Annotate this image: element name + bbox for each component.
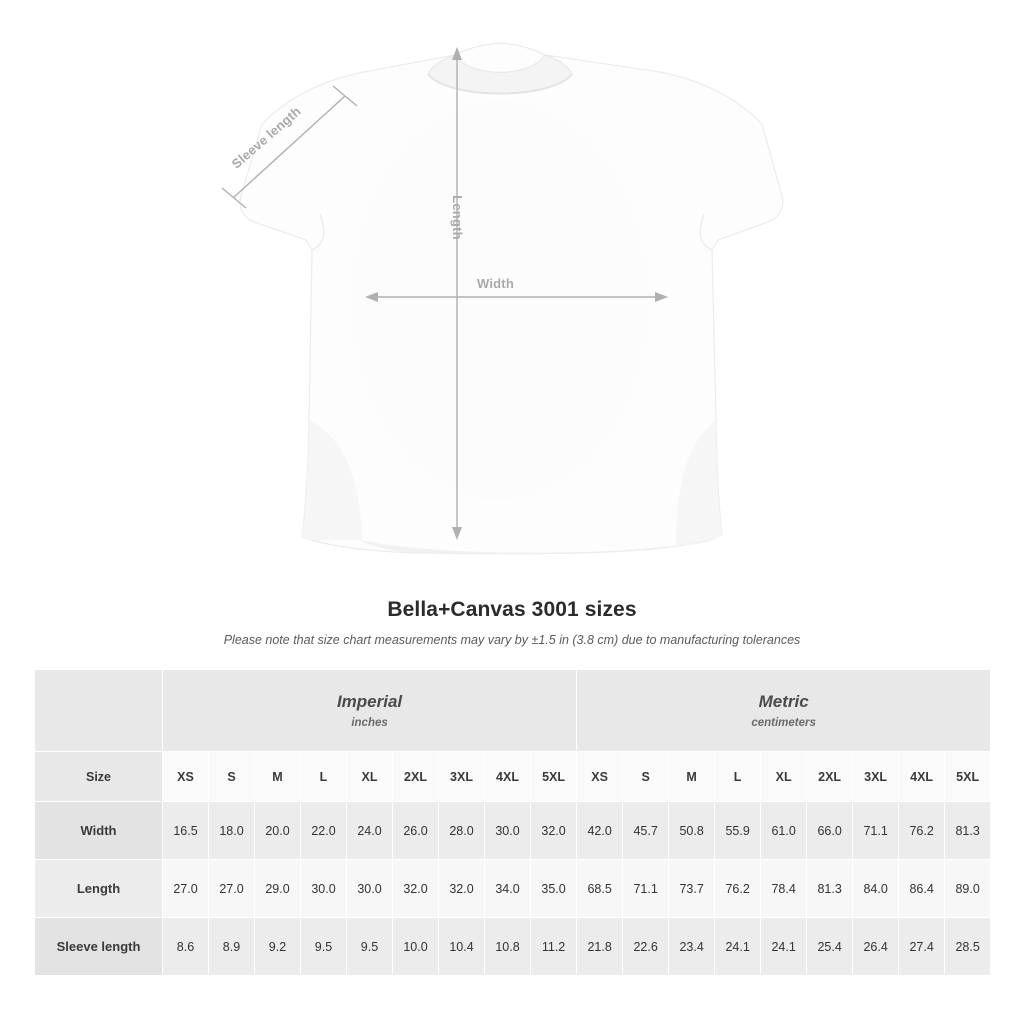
unit-header-imperial	[163, 670, 577, 752]
width-label: Width	[477, 276, 514, 291]
size-column-header: 5XL	[945, 752, 991, 802]
measurement-value: 86.4	[899, 860, 945, 918]
size-column-header: XS	[577, 752, 623, 802]
measurement-value: 24.1	[715, 918, 761, 976]
measurement-value: 81.3	[807, 860, 853, 918]
size-column-header: M	[255, 752, 301, 802]
measurement-value: 18.0	[209, 802, 255, 860]
measurement-value: 10.4	[439, 918, 485, 976]
unit-header-row	[35, 670, 991, 752]
measurement-value: 27.4	[899, 918, 945, 976]
measurement-value: 32.0	[439, 860, 485, 918]
measurement-label: Sleeve length	[35, 918, 163, 976]
table-row	[35, 860, 991, 918]
measurement-value: 30.0	[485, 802, 531, 860]
measurement-value: 32.0	[393, 860, 439, 918]
size-column-header: XS	[163, 752, 209, 802]
measurement-value: 27.0	[163, 860, 209, 918]
size-header-row	[35, 752, 991, 802]
size-column-header: 3XL	[853, 752, 899, 802]
measurement-value: 22.0	[301, 802, 347, 860]
size-column-header: XL	[347, 752, 393, 802]
measurement-value: 10.0	[393, 918, 439, 976]
measurement-value: 55.9	[715, 802, 761, 860]
table-row	[35, 918, 991, 976]
measurement-value: 34.0	[485, 860, 531, 918]
size-chart-table	[34, 669, 991, 976]
measurement-value: 66.0	[807, 802, 853, 860]
size-column-header: 4XL	[485, 752, 531, 802]
measurement-value: 28.5	[945, 918, 991, 976]
measurement-value: 24.1	[761, 918, 807, 976]
page-title: Bella+Canvas 3001 sizes	[387, 598, 637, 621]
measurement-value: 26.4	[853, 918, 899, 976]
size-column-header: L	[715, 752, 761, 802]
measurement-value: 23.4	[669, 918, 715, 976]
measurement-value: 76.2	[899, 802, 945, 860]
unit-header-metric	[577, 670, 991, 752]
measurement-value: 21.8	[577, 918, 623, 976]
measurement-value: 89.0	[945, 860, 991, 918]
measurement-value: 71.1	[623, 860, 669, 918]
size-column-header: 2XL	[807, 752, 853, 802]
measurement-value: 9.5	[301, 918, 347, 976]
measurement-value: 71.1	[853, 802, 899, 860]
measurement-value: 16.5	[163, 802, 209, 860]
size-column-header: S	[209, 752, 255, 802]
measurement-value: 29.0	[255, 860, 301, 918]
title-block	[0, 598, 1024, 647]
corner-cell	[35, 670, 163, 752]
measurement-label: Length	[35, 860, 163, 918]
sleeve-length-label: Sleeve length	[228, 103, 304, 172]
measurement-value: 26.0	[393, 802, 439, 860]
unit-sub: centimeters	[751, 717, 816, 729]
tolerance-note: Please note that size chart measurements may vary by ±1.5 in (3.8 cm) due to manufacturing tolerances	[223, 633, 801, 647]
measurement-value: 25.4	[807, 918, 853, 976]
measurement-value: 9.2	[255, 918, 301, 976]
measurement-value: 11.2	[531, 918, 577, 976]
tshirt-shape	[240, 43, 783, 554]
size-column-header: L	[301, 752, 347, 802]
measurement-label: Width	[35, 802, 163, 860]
size-table-body	[35, 802, 991, 976]
measurement-value: 22.6	[623, 918, 669, 976]
measurement-value: 20.0	[255, 802, 301, 860]
measurement-value: 76.2	[715, 860, 761, 918]
size-column-header: S	[623, 752, 669, 802]
measurement-value: 61.0	[761, 802, 807, 860]
measurement-value: 9.5	[347, 918, 393, 976]
size-column-header: 5XL	[531, 752, 577, 802]
measurement-value: 35.0	[531, 860, 577, 918]
measurement-value: 78.4	[761, 860, 807, 918]
size-column-header: M	[669, 752, 715, 802]
measurement-value: 27.0	[209, 860, 255, 918]
unit-name: Metric	[758, 692, 809, 711]
unit-sub: inches	[351, 717, 388, 729]
measurement-value: 45.7	[623, 802, 669, 860]
size-column-header: XL	[761, 752, 807, 802]
measurement-value: 32.0	[531, 802, 577, 860]
size-column-header: 2XL	[393, 752, 439, 802]
size-column-header: 3XL	[439, 752, 485, 802]
measurement-value: 73.7	[669, 860, 715, 918]
measurement-value: 84.0	[853, 860, 899, 918]
measurement-value: 8.6	[163, 918, 209, 976]
unit-name: Imperial	[336, 692, 403, 711]
size-column-header: 4XL	[899, 752, 945, 802]
table-row	[35, 802, 991, 860]
measurement-value: 30.0	[347, 860, 393, 918]
measurement-value: 8.9	[209, 918, 255, 976]
size-table-wrap	[34, 669, 990, 976]
measurement-value: 68.5	[577, 860, 623, 918]
measurement-value: 42.0	[577, 802, 623, 860]
length-label: Length	[449, 195, 465, 240]
size-header-cell: Size	[35, 752, 163, 802]
measurement-value: 24.0	[347, 802, 393, 860]
measurement-value: 10.8	[485, 918, 531, 976]
measurement-value: 50.8	[669, 802, 715, 860]
measurement-value: 30.0	[301, 860, 347, 918]
measurement-value: 81.3	[945, 802, 991, 860]
measurement-value: 28.0	[439, 802, 485, 860]
